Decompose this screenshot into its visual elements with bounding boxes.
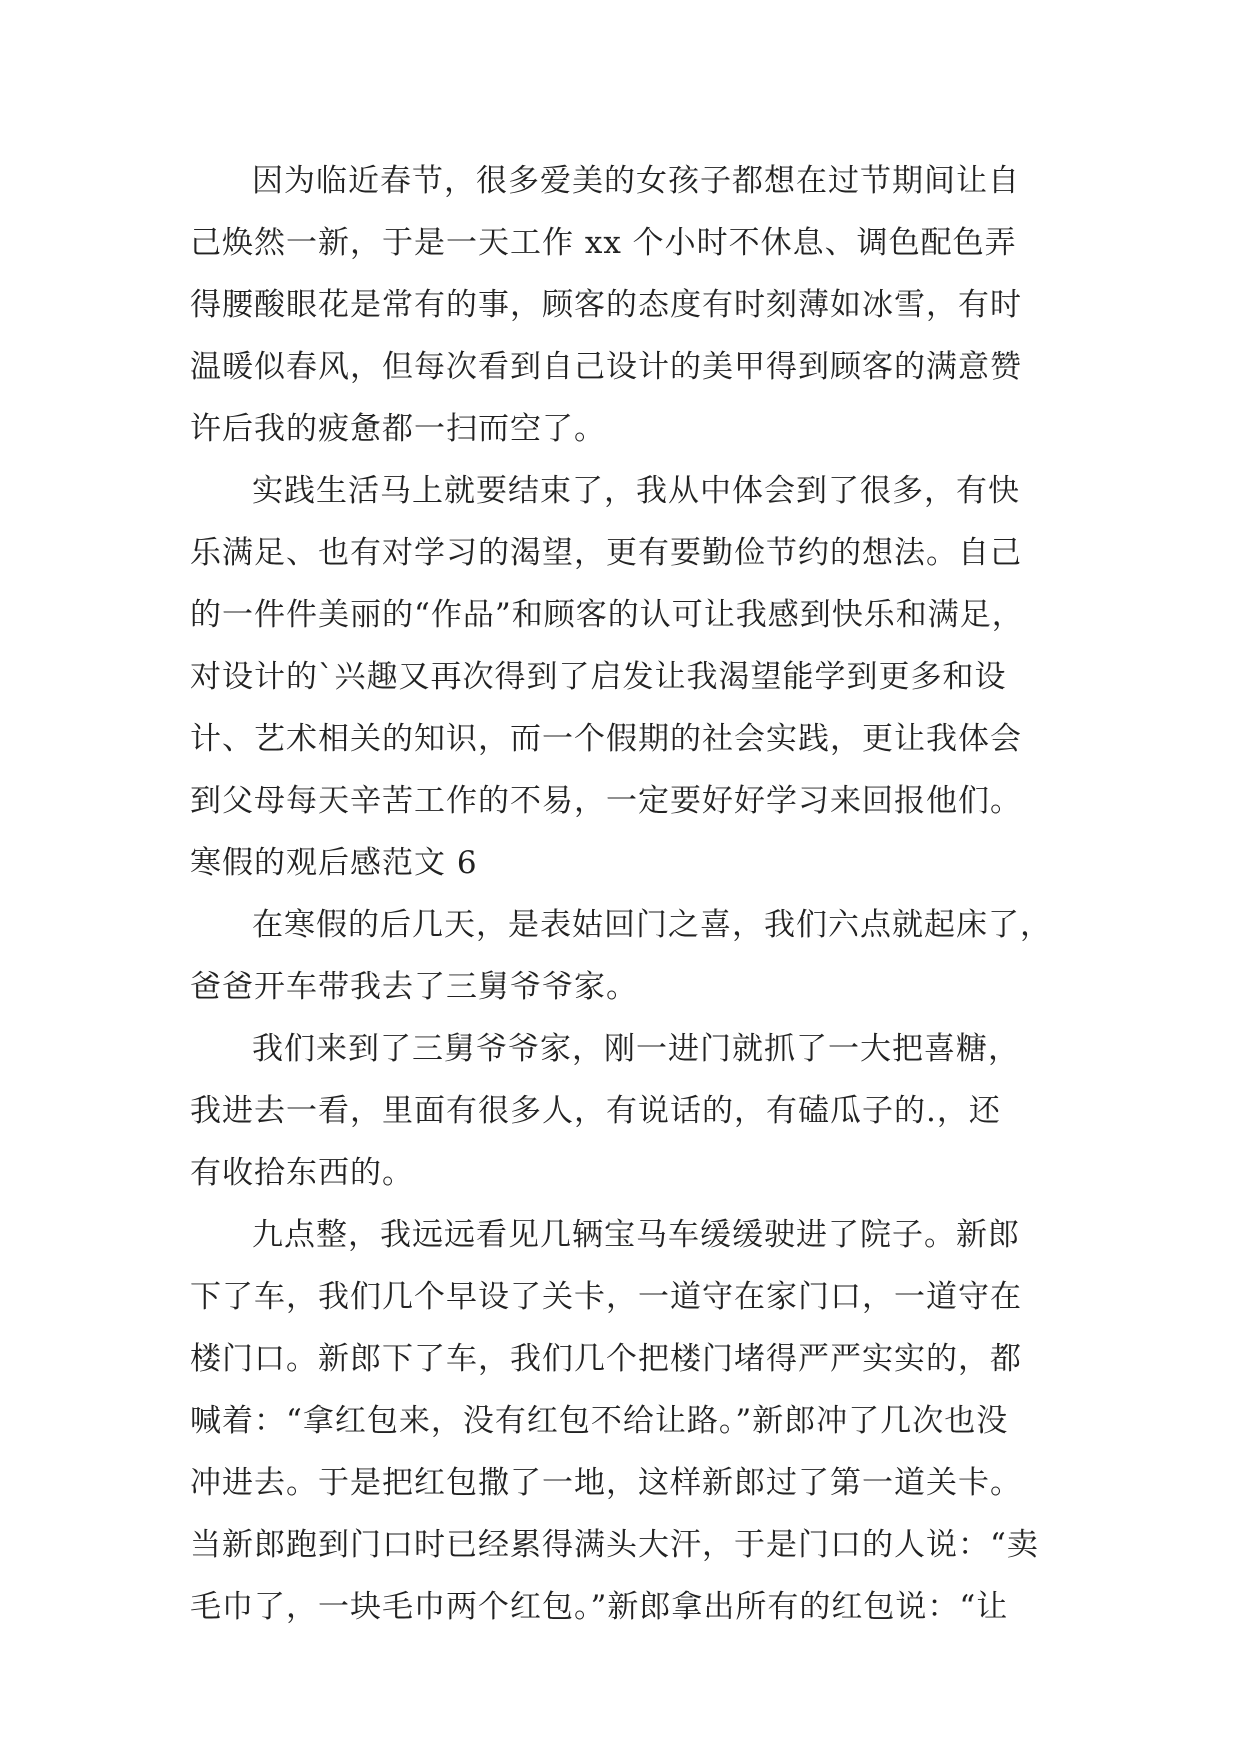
text-line: 我们来到了三舅爷爷家，刚一进门就抓了一大把喜糖， xyxy=(252,1031,1020,1067)
text-line: 我进去一看，里面有很多人，有说话的，有磕瓜子的.，还 xyxy=(190,1093,1001,1129)
text-line: 当新郎跑到门口时已经累得满头大汗，于是门口的人说：“卖 xyxy=(190,1527,1039,1563)
document-page xyxy=(190,150,1070,1638)
text-line: 许后我的疲惫都一扫而空了。 xyxy=(190,411,606,447)
paragraph-5 xyxy=(190,1204,1070,1638)
text-line: 到父母每天辛苦工作的不易，一定要好好学习来回报他们。 xyxy=(190,783,1022,819)
text-line: 乐满足、也有对学习的渴望，更有要勤俭节约的想法。自己 xyxy=(190,535,1022,571)
text-line: 有收拾东西的。 xyxy=(190,1155,414,1191)
paragraph-1 xyxy=(190,150,1070,460)
heading-text: 寒假的观后感范文 6 xyxy=(190,845,478,881)
paragraph-2 xyxy=(190,460,1070,832)
text-line: 对设计的`兴趣又再次得到了启发让我渴望能学到更多和设 xyxy=(190,659,1007,695)
paragraph-3 xyxy=(190,894,1070,1018)
text-line: 因为临近春节，很多爱美的女孩子都想在过节期间让自 xyxy=(252,163,1020,199)
text-line: 温暖似春风，但每次看到自己设计的美甲得到顾客的满意赞 xyxy=(190,349,1022,385)
text-line: 九点整，我远远看见几辆宝马车缓缓驶进了院子。新郎 xyxy=(252,1217,1020,1253)
text-line: 楼门口。新郎下了车，我们几个把楼门堵得严严实实的，都 xyxy=(190,1341,1022,1377)
text-line: 下了车，我们几个早设了关卡，一道守在家门口，一道守在 xyxy=(190,1279,1022,1315)
text-line: 得腰酸眼花是常有的事，顾客的态度有时刻薄如冰雪，有时 xyxy=(190,287,1022,323)
text-line: 计、艺术相关的知识，而一个假期的社会实践，更让我体会 xyxy=(190,721,1022,757)
text-line: 爸爸开车带我去了三舅爷爷家。 xyxy=(190,969,638,1005)
text-line: 实践生活马上就要结束了，我从中体会到了很多，有快 xyxy=(252,473,1020,509)
paragraph-4 xyxy=(190,1018,1070,1204)
text-line: 毛巾了，一块毛巾两个红包。”新郎拿出所有的红包说：“让 xyxy=(190,1589,1009,1625)
section-heading xyxy=(190,832,1070,894)
text-line: 冲进去。于是把红包撒了一地，这样新郎过了第一道关卡。 xyxy=(190,1465,1022,1501)
text-line: 在寒假的后几天，是表姑回门之喜，我们六点就起床了， xyxy=(252,907,1052,943)
text-line: 己焕然一新，于是一天工作 xx 个小时不休息、调色配色弄 xyxy=(190,225,1017,261)
text-line: 的一件件美丽的“作品”和顾客的认可让我感到快乐和满足， xyxy=(190,597,1024,633)
text-line: 喊着：“拿红包来，没有红包不给让路。”新郎冲了几次也没 xyxy=(190,1403,1009,1439)
